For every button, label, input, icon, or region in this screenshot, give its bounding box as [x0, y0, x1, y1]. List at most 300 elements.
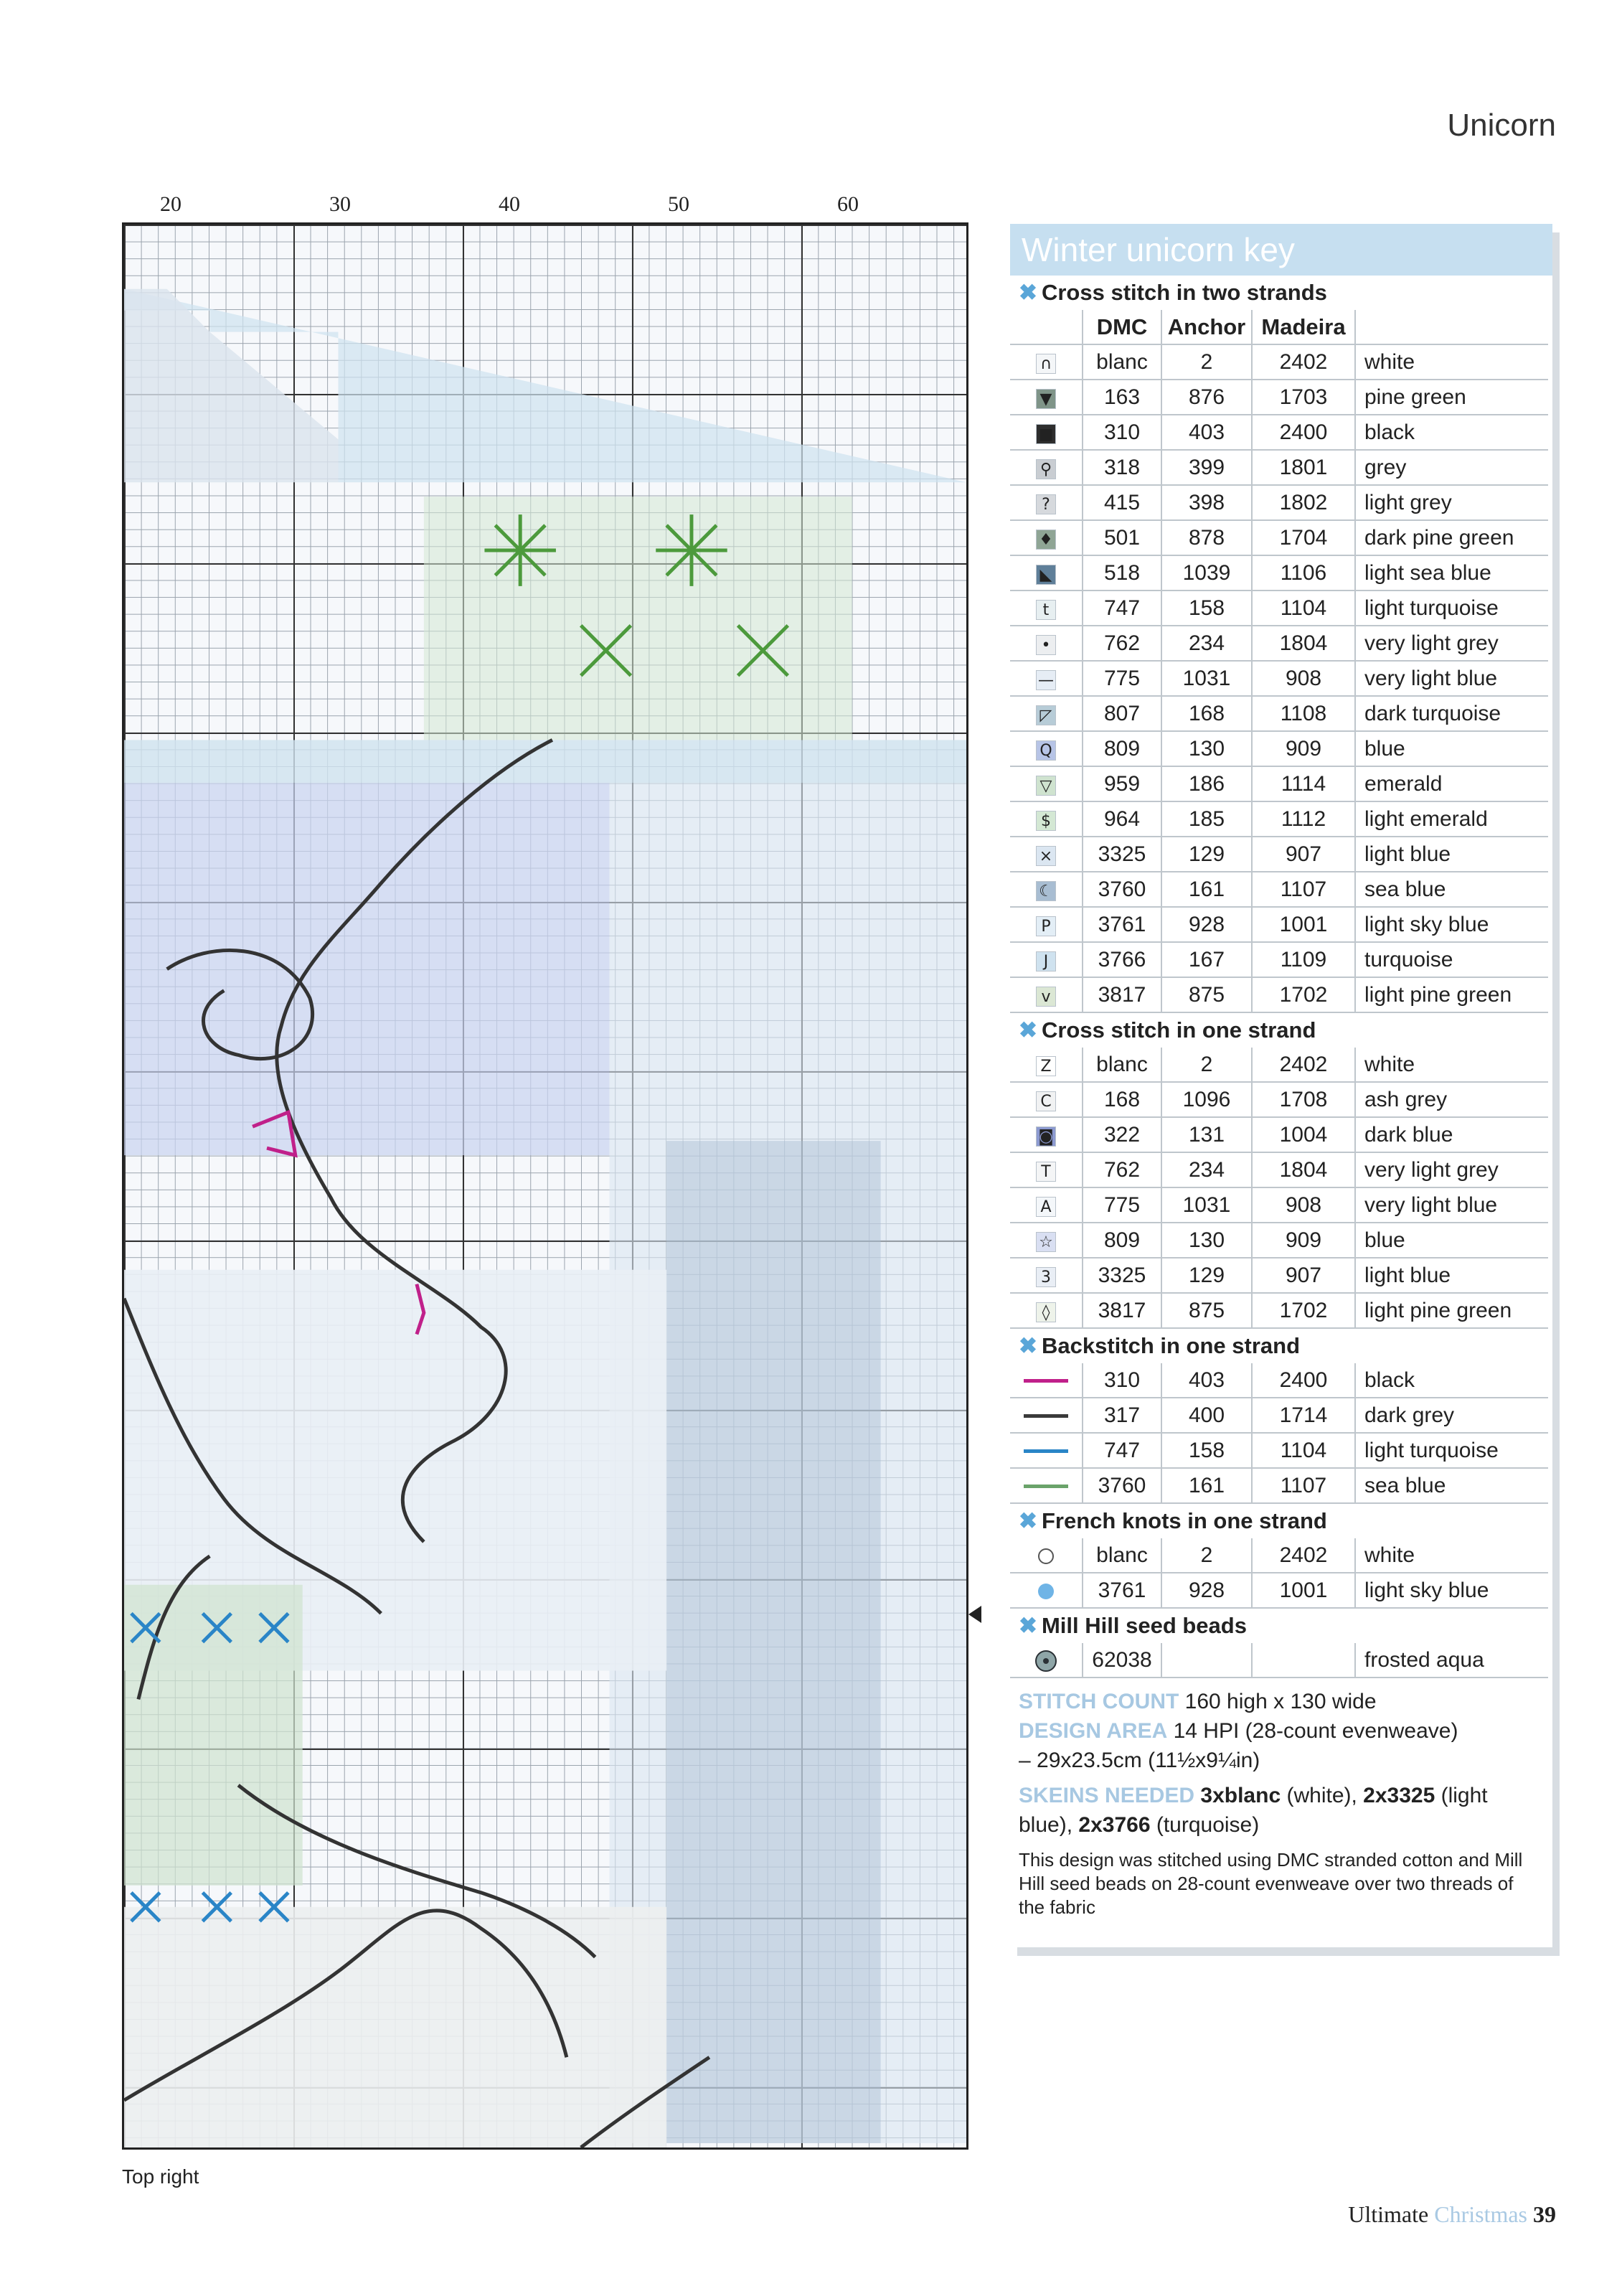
key-section-heading — [1010, 276, 1552, 310]
centre-marker-arrow — [968, 1606, 981, 1623]
dmc-cell: 310 — [1083, 1363, 1161, 1398]
key-row — [1010, 1187, 1548, 1223]
stitch-symbol-icon: Q — [1036, 740, 1056, 761]
madeira-cell: 909 — [1252, 1223, 1355, 1258]
stitch-count — [1019, 1687, 1544, 1716]
key-header-row — [1010, 310, 1548, 344]
section-heading-text: Mill Hill seed beads — [1041, 1613, 1247, 1638]
symbol-cell — [1010, 415, 1083, 450]
stitch-symbol-icon: ▽ — [1036, 776, 1056, 796]
key-row — [1010, 1398, 1548, 1433]
key-row — [1010, 1152, 1548, 1187]
symbol-cell — [1010, 1223, 1083, 1258]
stitch-symbol-icon: ☾ — [1036, 881, 1056, 901]
page-folio — [1348, 2201, 1556, 2228]
anchor-cell: 158 — [1161, 591, 1252, 626]
colour-name-cell: light emerald — [1355, 801, 1548, 837]
colour-name-cell: dark blue — [1355, 1117, 1548, 1152]
symbol-cell — [1010, 1433, 1083, 1468]
colour-name-cell: light pine green — [1355, 1293, 1548, 1328]
key-row — [1010, 1363, 1548, 1398]
symbol-cell — [1010, 555, 1083, 591]
column-number: 40 — [499, 192, 520, 216]
key-section-heading — [1010, 1013, 1552, 1048]
colour-name-cell: grey — [1355, 450, 1548, 485]
key-row — [1010, 450, 1548, 485]
madeira-cell: 2402 — [1252, 1538, 1355, 1573]
cross-bullet-icon: ✖ — [1019, 280, 1037, 305]
madeira-cell: 1801 — [1252, 450, 1355, 485]
anchor-cell: 399 — [1161, 450, 1252, 485]
dmc-cell: 959 — [1083, 766, 1161, 801]
colour-name-cell: pine green — [1355, 380, 1548, 415]
column-number: 30 — [329, 192, 351, 216]
stitch-symbol-icon: J — [1036, 951, 1056, 971]
colour-name-cell: white — [1355, 1048, 1548, 1082]
key-row — [1010, 415, 1548, 450]
key-row — [1010, 555, 1548, 591]
dmc-cell: 809 — [1083, 731, 1161, 766]
blue-star-band — [124, 783, 610, 1155]
colour-name-cell: frosted aqua — [1355, 1643, 1548, 1678]
design-area-size: – 29x23.5cm (11½x9¼in) — [1019, 1749, 1260, 1772]
colour-name-cell: light turquoise — [1355, 1433, 1548, 1468]
turquoise-band — [124, 740, 966, 783]
anchor-cell: 875 — [1161, 1293, 1252, 1328]
symbol-cell — [1010, 977, 1083, 1012]
madeira-cell: 1714 — [1252, 1398, 1355, 1433]
stitch-symbol-icon: v — [1036, 987, 1056, 1007]
stitch-symbol-icon: C — [1036, 1091, 1056, 1111]
colour-name-cell: sea blue — [1355, 872, 1548, 907]
key-row — [1010, 1433, 1548, 1468]
symbol-cell — [1010, 1048, 1083, 1082]
dmc-cell: 317 — [1083, 1398, 1161, 1433]
french-knot-icon — [1038, 1584, 1054, 1599]
dmc-cell: 318 — [1083, 450, 1161, 485]
key-table — [1010, 310, 1548, 1013]
colour-name-cell: sea blue — [1355, 1468, 1548, 1503]
symbol-cell — [1010, 801, 1083, 837]
skeins-1: 3xblanc — [1200, 1784, 1281, 1807]
column-number: 20 — [160, 192, 181, 216]
symbol-cell — [1010, 1117, 1083, 1152]
colour-name-cell: dark turquoise — [1355, 696, 1548, 731]
symbol-cell — [1010, 1187, 1083, 1223]
symbol-cell — [1010, 1082, 1083, 1117]
madeira-cell: 908 — [1252, 1187, 1355, 1223]
dmc-cell: 518 — [1083, 555, 1161, 591]
anchor-cell: 185 — [1161, 801, 1252, 837]
dmc-cell: 415 — [1083, 485, 1161, 520]
madeira-cell: 1107 — [1252, 872, 1355, 907]
chart-pattern — [124, 225, 966, 2147]
key-row — [1010, 907, 1548, 942]
key-row — [1010, 1117, 1548, 1152]
anchor-cell: 234 — [1161, 1152, 1252, 1187]
backstitch-line-icon — [1024, 1485, 1068, 1488]
stitch-symbol-icon: × — [1036, 846, 1056, 866]
section-heading-text: Cross stitch in two strands — [1041, 280, 1327, 305]
symbol-cell — [1010, 661, 1083, 696]
symbol-cell — [1010, 1643, 1083, 1678]
dmc-cell: 168 — [1083, 1082, 1161, 1117]
dmc-cell: 3325 — [1083, 1258, 1161, 1293]
skeins-2: 2x3325 — [1363, 1784, 1435, 1807]
stitch-symbol-icon: ◙ — [1036, 1126, 1056, 1147]
stitch-count-value: 160 high x 130 wide — [1184, 1690, 1377, 1713]
anchor-cell: 878 — [1161, 520, 1252, 555]
dmc-cell: 322 — [1083, 1117, 1161, 1152]
stitch-symbol-icon: ■ — [1036, 424, 1056, 444]
key-row — [1010, 1538, 1548, 1573]
key-sections — [1010, 276, 1552, 1678]
anchor-cell: 1031 — [1161, 1187, 1252, 1223]
key-row — [1010, 1573, 1548, 1608]
colour-name-cell: light sky blue — [1355, 1573, 1548, 1608]
stitch-symbol-icon: P — [1036, 916, 1056, 936]
dmc-cell: 62038 — [1083, 1643, 1161, 1678]
anchor-cell: 398 — [1161, 485, 1252, 520]
symbol-cell — [1010, 872, 1083, 907]
name-column-header — [1355, 310, 1548, 344]
colour-name-cell: light grey — [1355, 485, 1548, 520]
dmc-cell: 775 — [1083, 1187, 1161, 1223]
symbol-cell — [1010, 1152, 1083, 1187]
colour-name-cell: light pine green — [1355, 977, 1548, 1012]
symbol-cell — [1010, 1538, 1083, 1573]
madeira-cell: 1001 — [1252, 907, 1355, 942]
dmc-cell: 775 — [1083, 661, 1161, 696]
green-snowflake-band — [424, 497, 852, 740]
symbol-cell — [1010, 485, 1083, 520]
column-number: 50 — [668, 192, 689, 216]
anchor-cell: 161 — [1161, 872, 1252, 907]
anchor-cell: 161 — [1161, 1468, 1252, 1503]
symbol-cell — [1010, 591, 1083, 626]
key-row — [1010, 520, 1548, 555]
colour-name-cell: blue — [1355, 1223, 1548, 1258]
colour-name-cell: blue — [1355, 731, 1548, 766]
anchor-column-header: Anchor — [1161, 310, 1252, 344]
key-row — [1010, 837, 1548, 872]
madeira-cell: 1704 — [1252, 520, 1355, 555]
symbol-cell — [1010, 344, 1083, 380]
key-row — [1010, 1082, 1548, 1117]
column-number: 60 — [837, 192, 859, 216]
dmc-cell: 3817 — [1083, 1293, 1161, 1328]
stitch-symbol-icon: ∩ — [1036, 354, 1056, 374]
anchor-cell: 1039 — [1161, 555, 1252, 591]
colour-name-cell: ash grey — [1355, 1082, 1548, 1117]
symbol-cell — [1010, 837, 1083, 872]
symbol-cell — [1010, 1398, 1083, 1433]
anchor-cell: 928 — [1161, 907, 1252, 942]
madeira-cell: 1108 — [1252, 696, 1355, 731]
madeira-cell: 1114 — [1252, 766, 1355, 801]
skeins-1-rest: (white), — [1281, 1784, 1364, 1807]
stitch-symbol-icon: ☆ — [1036, 1232, 1056, 1252]
symbol-cell — [1010, 380, 1083, 415]
skeins-3: 2x3766 — [1078, 1813, 1151, 1837]
madeira-cell: 1702 — [1252, 977, 1355, 1012]
skeins-label: SKEINS NEEDED — [1019, 1784, 1195, 1807]
colour-name-cell: light blue — [1355, 1258, 1548, 1293]
footnote: This design was stitched using DMC stranded cotton and Mill Hill seed beads on 28-count evenweave over two threads of the fabric — [1019, 1849, 1523, 1918]
key-table — [1010, 1643, 1548, 1678]
dmc-cell: 809 — [1083, 1223, 1161, 1258]
dmc-cell: 3766 — [1083, 942, 1161, 977]
colour-name-cell: light turquoise — [1355, 591, 1548, 626]
key-section-heading — [1010, 1504, 1552, 1538]
section-heading-text: French knots in one strand — [1041, 1508, 1327, 1533]
stitch-symbol-icon: A — [1036, 1197, 1056, 1217]
madeira-cell: 1702 — [1252, 1293, 1355, 1328]
madeira-cell: 907 — [1252, 1258, 1355, 1293]
grey-region — [124, 1907, 666, 2147]
stitch-symbol-icon: ♦ — [1036, 530, 1056, 550]
dmc-cell: 762 — [1083, 1152, 1161, 1187]
key-section-heading — [1010, 1329, 1552, 1363]
stitch-symbol-icon: ◸ — [1036, 705, 1056, 725]
anchor-cell: 403 — [1161, 415, 1252, 450]
anchor-cell: 2 — [1161, 344, 1252, 380]
anchor-cell: 167 — [1161, 942, 1252, 977]
key-row — [1010, 1293, 1548, 1328]
madeira-cell: 2402 — [1252, 1048, 1355, 1082]
symbol-cell — [1010, 1468, 1083, 1503]
key-row — [1010, 626, 1548, 661]
dmc-column-header: DMC — [1083, 310, 1161, 344]
dmc-cell: 3761 — [1083, 907, 1161, 942]
cross-bullet-icon: ✖ — [1019, 1613, 1037, 1638]
key-row — [1010, 380, 1548, 415]
dmc-cell: 3817 — [1083, 977, 1161, 1012]
colour-name-cell: very light blue — [1355, 1187, 1548, 1223]
dmc-cell: 3325 — [1083, 837, 1161, 872]
symbol-header — [1010, 310, 1083, 344]
madeira-cell: 1708 — [1252, 1082, 1355, 1117]
key-row — [1010, 1223, 1548, 1258]
dmc-cell: 807 — [1083, 696, 1161, 731]
madeira-cell: 1109 — [1252, 942, 1355, 977]
section-heading-text: Cross stitch in one strand — [1041, 1017, 1316, 1043]
chart-column-numbers — [122, 192, 968, 221]
madeira-cell: 2402 — [1252, 344, 1355, 380]
madeira-cell: 909 — [1252, 731, 1355, 766]
stitch-symbol-icon: ⚲ — [1036, 459, 1056, 479]
key-row — [1010, 731, 1548, 766]
skeins-2-rest: (light blue), — [1019, 1784, 1488, 1837]
chart-caption: Top right — [122, 2165, 199, 2188]
section-heading-text: Backstitch in one strand — [1041, 1333, 1301, 1358]
stitch-symbol-icon: t — [1036, 600, 1056, 620]
key-row — [1010, 801, 1548, 837]
colour-name-cell: light sea blue — [1355, 555, 1548, 591]
cross-stitch-chart — [122, 222, 968, 2150]
key-row — [1010, 661, 1548, 696]
symbol-cell — [1010, 907, 1083, 942]
folio-word-2: Christmas — [1434, 2201, 1527, 2227]
key-row — [1010, 766, 1548, 801]
colour-name-cell: dark pine green — [1355, 520, 1548, 555]
colour-name-cell: very light grey — [1355, 1152, 1548, 1187]
symbol-cell — [1010, 626, 1083, 661]
colour-name-cell: emerald — [1355, 766, 1548, 801]
symbol-cell — [1010, 1573, 1083, 1608]
cross-bullet-icon: ✖ — [1019, 1333, 1037, 1358]
anchor-cell: 130 — [1161, 731, 1252, 766]
seed-bead-icon — [1035, 1650, 1057, 1672]
key-row — [1010, 1258, 1548, 1293]
anchor-cell: 168 — [1161, 696, 1252, 731]
colour-name-cell: white — [1355, 1538, 1548, 1573]
dmc-cell: 310 — [1083, 415, 1161, 450]
backstitch-line-icon — [1024, 1414, 1068, 1418]
key-title: Winter unicorn key — [1010, 224, 1552, 276]
key-row — [1010, 942, 1548, 977]
dmc-cell: 501 — [1083, 520, 1161, 555]
madeira-column-header: Madeira — [1252, 310, 1355, 344]
stitch-symbol-icon: • — [1036, 635, 1056, 655]
stitch-symbol-icon: Z — [1036, 1056, 1056, 1076]
madeira-cell: 2400 — [1252, 1363, 1355, 1398]
cross-bullet-icon: ✖ — [1019, 1017, 1037, 1043]
anchor-cell: 130 — [1161, 1223, 1252, 1258]
colour-name-cell: black — [1355, 415, 1548, 450]
design-area-label: DESIGN AREA — [1019, 1719, 1168, 1743]
symbol-cell — [1010, 731, 1083, 766]
key-table — [1010, 1363, 1548, 1504]
anchor-cell: 928 — [1161, 1573, 1252, 1608]
page-number: 39 — [1533, 2201, 1556, 2227]
key-row — [1010, 485, 1548, 520]
key-row — [1010, 591, 1548, 626]
dmc-cell: blanc — [1083, 1048, 1161, 1082]
symbol-cell — [1010, 1293, 1083, 1328]
key-row — [1010, 1048, 1548, 1082]
stitch-symbol-icon: ◣ — [1036, 565, 1056, 585]
anchor-cell — [1161, 1643, 1252, 1678]
anchor-cell: 875 — [1161, 977, 1252, 1012]
sea-blue-column — [666, 1141, 880, 2143]
key-row — [1010, 696, 1548, 731]
design-area-value: 14 HPI (28-count evenweave) — [1173, 1719, 1458, 1743]
dmc-cell: 3761 — [1083, 1573, 1161, 1608]
anchor-cell: 129 — [1161, 837, 1252, 872]
symbol-cell — [1010, 520, 1083, 555]
madeira-cell: 1112 — [1252, 801, 1355, 837]
anchor-cell: 131 — [1161, 1117, 1252, 1152]
key-row — [1010, 872, 1548, 907]
french-knot-icon — [1038, 1548, 1054, 1564]
stitch-count-label: STITCH COUNT — [1019, 1690, 1179, 1713]
cross-bullet-icon: ✖ — [1019, 1508, 1037, 1533]
stitch-symbol-icon: ◊ — [1036, 1302, 1056, 1322]
stitch-symbol-icon: ▼ — [1036, 389, 1056, 409]
anchor-cell: 234 — [1161, 626, 1252, 661]
key-row — [1010, 977, 1548, 1012]
key-table — [1010, 1048, 1548, 1329]
symbol-cell — [1010, 1363, 1083, 1398]
dmc-cell: 964 — [1083, 801, 1161, 837]
colour-name-cell: dark grey — [1355, 1398, 1548, 1433]
dmc-cell: 747 — [1083, 1433, 1161, 1468]
dmc-cell: blanc — [1083, 344, 1161, 380]
madeira-cell: 2400 — [1252, 415, 1355, 450]
madeira-cell: 1104 — [1252, 591, 1355, 626]
madeira-cell: 1703 — [1252, 380, 1355, 415]
colour-name-cell: light sky blue — [1355, 907, 1548, 942]
colour-name-cell: light blue — [1355, 837, 1548, 872]
symbol-cell — [1010, 942, 1083, 977]
anchor-cell: 2 — [1161, 1538, 1252, 1573]
key-row — [1010, 344, 1548, 380]
dmc-cell: 3760 — [1083, 872, 1161, 907]
symbol-cell — [1010, 696, 1083, 731]
colour-name-cell: black — [1355, 1363, 1548, 1398]
madeira-cell: 1106 — [1252, 555, 1355, 591]
chapter-title: Unicorn — [1447, 108, 1556, 143]
anchor-cell: 129 — [1161, 1258, 1252, 1293]
colour-name-cell: white — [1355, 344, 1548, 380]
colour-name-cell: turquoise — [1355, 942, 1548, 977]
skeins-3-rest: (turquoise) — [1150, 1813, 1260, 1837]
stitch-symbol-icon: ? — [1036, 494, 1056, 514]
anchor-cell: 1031 — [1161, 661, 1252, 696]
backstitch-line-icon — [1024, 1449, 1068, 1453]
symbol-cell — [1010, 450, 1083, 485]
dmc-cell: 762 — [1083, 626, 1161, 661]
stitch-symbol-icon: — — [1036, 670, 1056, 690]
symbol-cell — [1010, 766, 1083, 801]
anchor-cell: 1096 — [1161, 1082, 1252, 1117]
anchor-cell: 403 — [1161, 1363, 1252, 1398]
madeira-cell: 1802 — [1252, 485, 1355, 520]
madeira-cell: 907 — [1252, 837, 1355, 872]
key-table — [1010, 1538, 1548, 1609]
key-section-heading — [1010, 1609, 1552, 1643]
anchor-cell: 400 — [1161, 1398, 1252, 1433]
madeira-cell: 1004 — [1252, 1117, 1355, 1152]
stitch-symbol-icon: T — [1036, 1162, 1056, 1182]
folio-word-1: Ultimate — [1348, 2201, 1429, 2227]
dmc-cell: 3760 — [1083, 1468, 1161, 1503]
design-area — [1019, 1716, 1544, 1746]
stitch-symbol-icon: 3 — [1036, 1267, 1056, 1287]
backstitch-line-icon — [1024, 1379, 1068, 1383]
madeira-cell: 1107 — [1252, 1468, 1355, 1503]
madeira-cell: 1104 — [1252, 1433, 1355, 1468]
anchor-cell: 876 — [1161, 380, 1252, 415]
madeira-cell: 908 — [1252, 661, 1355, 696]
dmc-cell: 163 — [1083, 380, 1161, 415]
key-notes — [1010, 1678, 1552, 1919]
skeins-needed — [1019, 1781, 1544, 1840]
key-row — [1010, 1468, 1548, 1503]
stitch-symbol-icon: $ — [1036, 811, 1056, 831]
anchor-cell: 186 — [1161, 766, 1252, 801]
anchor-cell: 2 — [1161, 1048, 1252, 1082]
colour-name-cell: very light blue — [1355, 661, 1548, 696]
madeira-cell — [1252, 1643, 1355, 1678]
symbol-cell — [1010, 1258, 1083, 1293]
key-panel — [1010, 224, 1552, 1947]
colour-name-cell: very light grey — [1355, 626, 1548, 661]
dmc-cell: blanc — [1083, 1538, 1161, 1573]
anchor-cell: 158 — [1161, 1433, 1252, 1468]
dmc-cell: 747 — [1083, 591, 1161, 626]
